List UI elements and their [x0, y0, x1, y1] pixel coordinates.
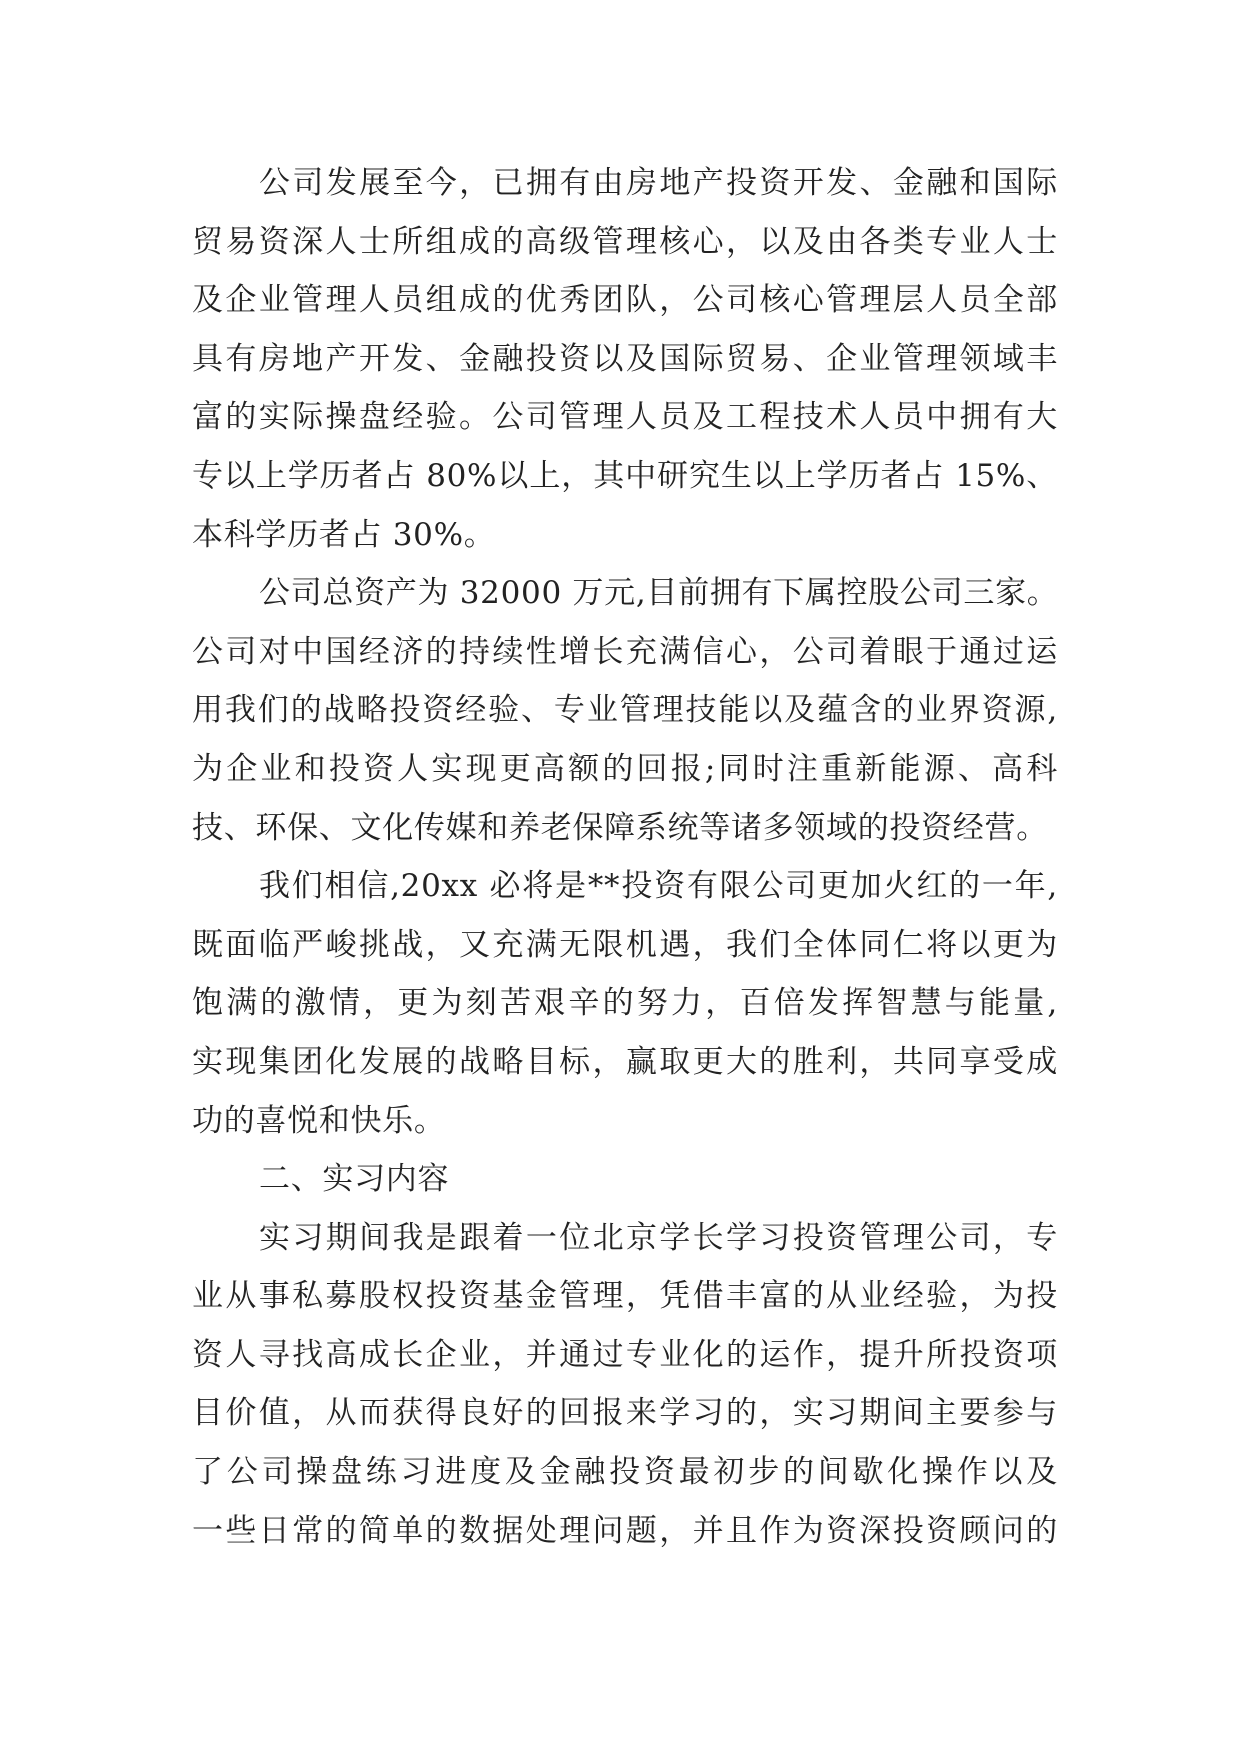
text-line: 实习期间我是跟着一位北京学长学习投资管理公司，专	[259, 1219, 1058, 1256]
text-line: 专以上学历者占 80%以上，其中研究生以上学历者占 15%、	[192, 457, 1058, 494]
text-line: 饱满的激情，更为刻苦艰辛的努力，百倍发挥智慧与能量,	[192, 985, 1058, 1022]
paragraph-company-assets	[192, 564, 1058, 857]
text-line: 了公司操盘练习进度及金融投资最初步的间歇化操作以及	[192, 1454, 1058, 1491]
text-line: 业从事私募股权投资基金管理，凭借丰富的从业经验，为投	[192, 1278, 1058, 1315]
text-line: 公司发展至今，已拥有由房地产投资开发、金融和国际	[259, 165, 1058, 201]
text-line: 我们相信,20xx 必将是**投资有限公司更加火红的一年,	[259, 868, 1058, 905]
text-line: 一些日常的简单的数据处理问题，并且作为资深投资顾问的	[192, 1512, 1058, 1549]
document-body	[192, 154, 1058, 1560]
section-heading	[192, 1150, 1058, 1209]
text-line: 既面临严峻挑战，又充满无限机遇，我们全体同仁将以更为	[192, 926, 1058, 963]
text-line: 公司总资产为 32000 万元,目前拥有下属控股公司三家。	[259, 575, 1059, 612]
paragraph-company-team	[192, 154, 1058, 564]
text-line: 及企业管理人员组成的优秀团队，公司核心管理层人员全部	[192, 282, 1058, 319]
text-line: 实现集团化发展的战略目标，赢取更大的胜利，共同享受成	[192, 1043, 1058, 1080]
text-line: 公司对中国经济的持续性增长充满信心，公司着眼于通过运	[192, 633, 1058, 670]
paragraph-company-outlook	[192, 857, 1058, 1150]
text-line: 技、环保、文化传媒和养老保障系统等诸多领域的投资经营。	[192, 809, 1048, 846]
text-line: 功的喜悦和快乐。	[192, 1102, 446, 1139]
text-line: 具有房地产开发、金融投资以及国际贸易、企业管理领域丰	[192, 340, 1058, 377]
text-line: 为企业和投资人实现更高额的回报;同时注重新能源、高科	[192, 750, 1058, 787]
text-line: 贸易资深人士所组成的高级管理核心，以及由各类专业人士	[192, 223, 1058, 260]
text-line: 资人寻找高成长企业，并通过专业化的运作，提升所投资项	[192, 1336, 1058, 1373]
text-line: 富的实际操盘经验。公司管理人员及工程技术人员中拥有大	[192, 399, 1058, 436]
section-heading-text: 二、实习内容	[259, 1161, 450, 1198]
text-line: 用我们的战略投资经验、专业管理技能以及蕴含的业界资源,	[192, 692, 1058, 729]
text-line: 本科学历者占 30%。	[192, 516, 496, 553]
paragraph-internship-content	[192, 1209, 1058, 1561]
text-line: 目价值，从而获得良好的回报来学习的，实习期间主要参与	[192, 1395, 1058, 1432]
